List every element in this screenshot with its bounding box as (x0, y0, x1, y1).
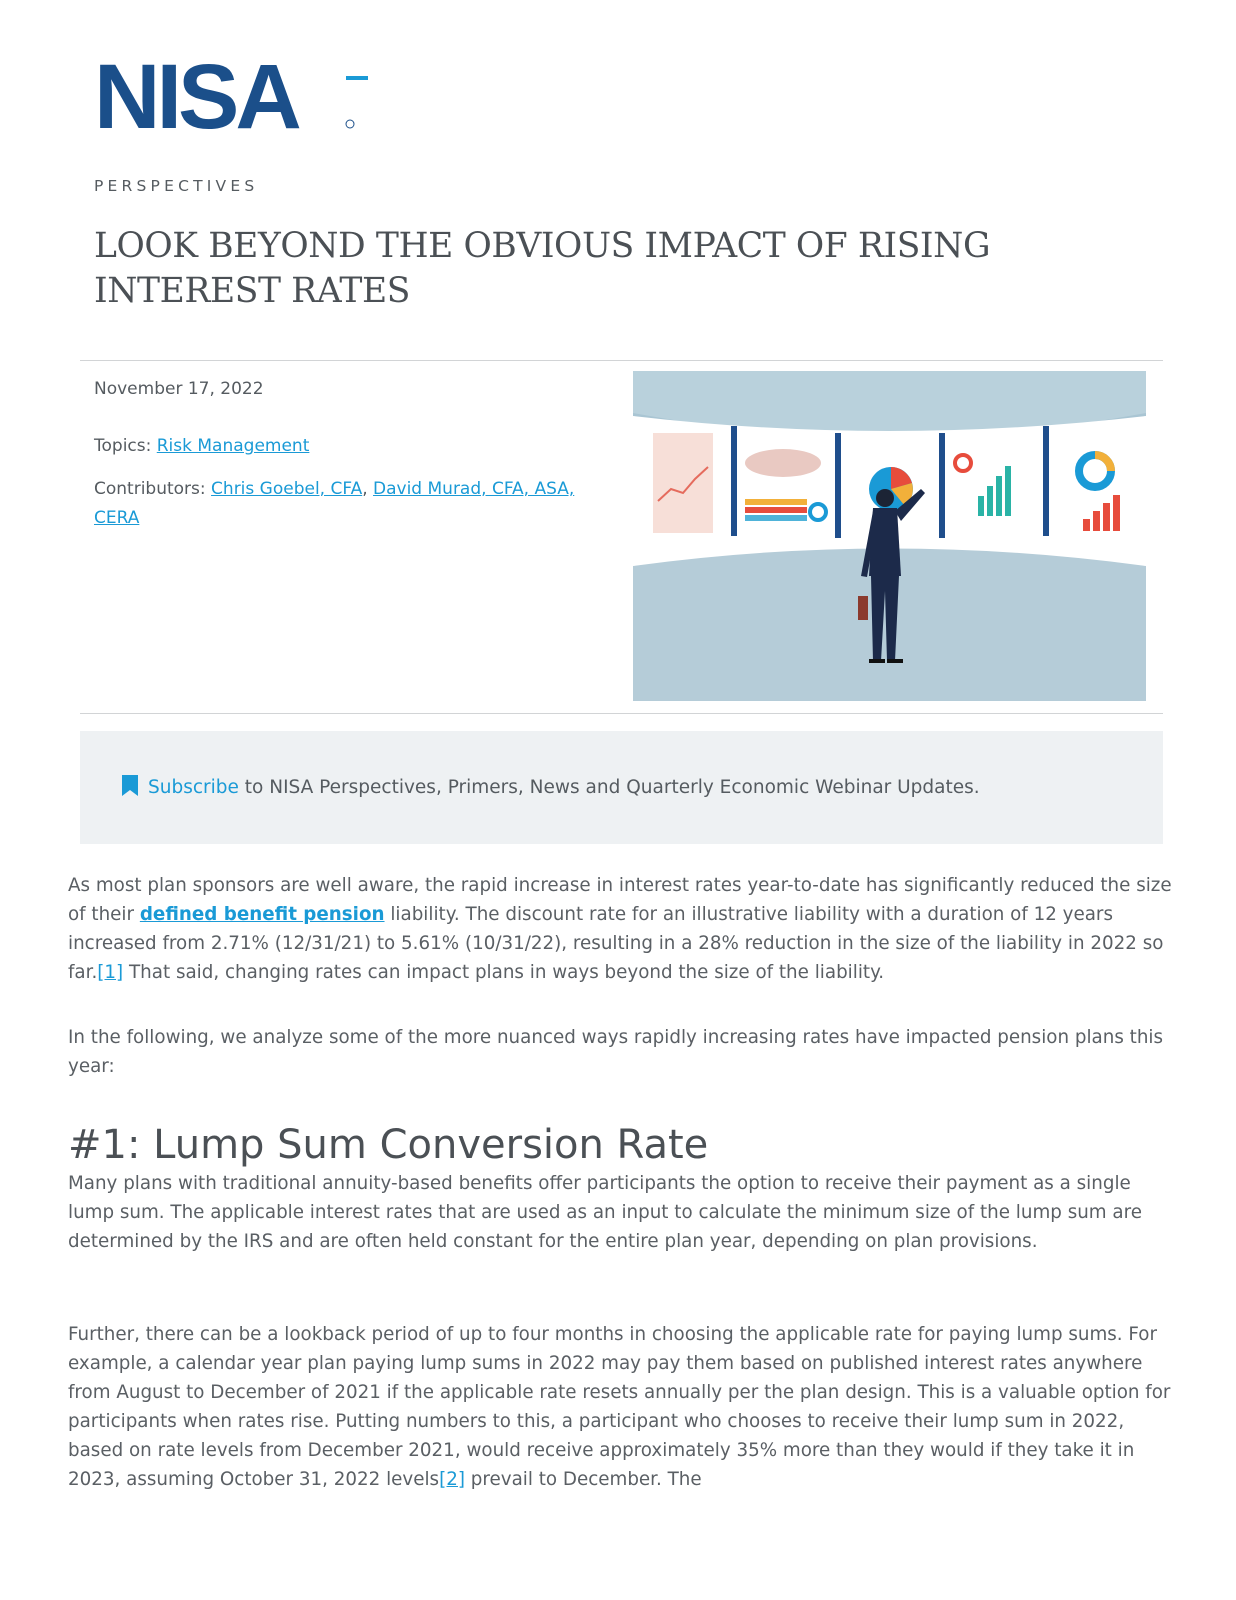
page-title: LOOK BEYOND THE OBVIOUS IMPACT OF RISING INTEREST RATES (94, 226, 991, 311)
hero-illustration (633, 371, 1146, 701)
divider-bottom (80, 713, 1163, 714)
lookback-paragraph: Further, there can be a lookback period of up to four months in choosing the applicable rate for paying lump sums. For example, a calendar year plan paying lump sums in 2022 may pay them based on published interest rates anywhere from August to December of 2021 if the applicable rate resets annually per the plan design. This is a valuable option for participants when rates rise. Putting numbers to this, a participant who chooses to receive their lump sum in 2022, based on rate levels from December 2021, would receive approximately 35% more than they would if they take it in 2023, assuming October 31, 2022 levels[2] prevail to December. The (68, 1324, 1171, 1490)
contributors-label: Contributors: (94, 479, 206, 499)
section-label: PERSPECTIVES (94, 177, 259, 195)
logo-accent-dash (346, 76, 368, 80)
contributor-link-chris-goebel[interactable]: Chris Goebel, CFA (211, 479, 363, 499)
contributor-separator: , (362, 479, 368, 499)
defined-benefit-pension-link[interactable]: defined benefit pension (139, 904, 385, 925)
bookmark-icon (122, 775, 138, 796)
topics-label: Topics: (94, 436, 152, 456)
logo-text: NISA (94, 52, 298, 142)
section-heading-lump-sum: #1: Lump Sum Conversion Rate (68, 1122, 709, 1168)
lump-sum-paragraph: Many plans with traditional annuity-based benefits offer participants the option to receive their payment as a single lump sum. The applicable interest rates that are used as an input to calculate the minimum size of the lump sum are determined by the IRS and are often held constant for the entire plan year, depending on plan provisions. (68, 1173, 1142, 1252)
topic-link-risk-management[interactable]: Risk Management (156, 436, 310, 456)
subscribe-link[interactable]: Subscribe (148, 777, 239, 798)
footnote-link-2[interactable]: [2] (439, 1469, 465, 1490)
registered-mark-icon (346, 120, 354, 128)
topics-row (94, 436, 309, 456)
subscribe-line (122, 775, 980, 798)
subscribe-description: to NISA Perspectives, Primers, News and Quarterly Economic Webinar Updates. (238, 777, 980, 798)
subscribe-banner (80, 731, 1163, 844)
nisa-logo[interactable] (94, 52, 384, 142)
footnote-link-1[interactable]: [1] (97, 962, 124, 983)
intro-paragraph: As most plan sponsors are well aware, the rapid increase in interest rates year-to-date has significantly reduced the size of their defined benefit pension liability. The discount rate for an illustrative liability with a duration of 12 years increased from 2.71% (12/31/21) to 5.61% (10/31/22), resulting in a 28% reduction in the size of the liability in 2022 so far.[1] That said, changing rates can impact plans in ways beyond the size of the liability. (68, 875, 1172, 983)
analysis-intro-paragraph: In the following, we analyze some of the more nuanced ways rapidly increasing rates have impacted pension plans this year: (68, 1027, 1164, 1077)
publish-date: November 17, 2022 (94, 379, 264, 399)
contributor-link-david-murad[interactable]: David Murad, CFA, ASA, CERA (94, 479, 575, 528)
contributors-row (94, 475, 614, 533)
divider-top (80, 360, 1163, 361)
